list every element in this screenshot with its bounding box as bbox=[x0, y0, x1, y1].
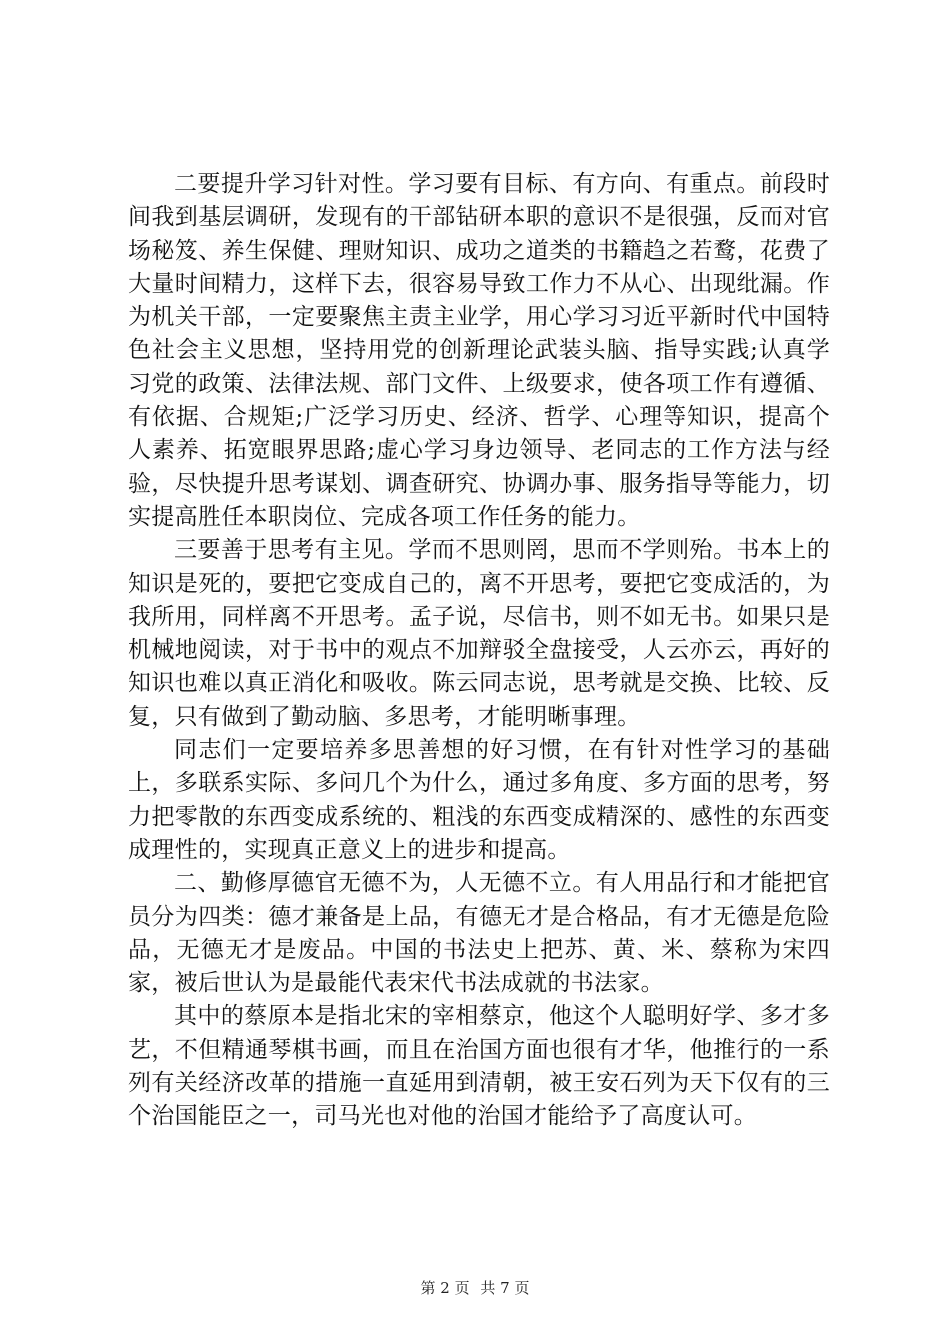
paragraph-3: 同志们一定要培养多思善想的好习惯，在有针对性学习的基础上，多联系实际、多问几个为什么，通过多角度、多方面的思考，努力把零散的东西变成系统的、粗浅的东西变成精深的、感性的东西变成理性的，实现真正意义上的进步和提高。 bbox=[128, 737, 830, 863]
paragraph-4: 二、勤修厚德官无德不为，人无德不立。有人用品行和才能把官员分为四类：德才兼备是上品，有德无才是合格品，有才无德是危险品，无德无才是废品。中国的书法史上把苏、黄、米、蔡称为宋四家，被后世认为是最能代表宋代书法成就的书法家。 bbox=[128, 870, 830, 997]
paragraph-1: 二要提升学习针对性。学习要有目标、有方向、有重点。前段时间我到基层调研，发现有的干部钻研本职的意识不是很强，反而对官场秘笈、养生保健、理财知识、成功之道类的书籍趋之若鹜，花费了大量时间精力，这样下去，很容易导致工作力不从心、出现纰漏。作为机关干部，一定要聚焦主责主业学，用心学习习近平新时代中国特色社会主义思想，坚持用党的创新理论武装头脑、指导实践;认真学习党的政策、法律法规、部门文件、上级要求，使各项工作有遵循、有依据、合规矩;广泛学习历史、经济、哲学、心理等知识，提高个人素养、拓宽眼界思路;虚心学习身边领导、老同志的工作方法与经验，尽快提升思考谋划、调查研究、协调办事、服务指导等能力，切实提高胜任本职岗位、完成各项工作任务的能力。 bbox=[128, 171, 830, 530]
document-body bbox=[128, 168, 830, 1134]
paragraph-5: 其中的蔡原本是指北宋的宰相蔡京，他这个人聪明好学、多才多艺，不但精通琴棋书画，而且在治国方面也很有才华，他推行的一系列有关经济改革的措施一直延用到清朝，被王安石列为天下仅有的三个治国能臣之一，司马光也对他的治国才能给予了高度认可。 bbox=[128, 1003, 830, 1130]
paragraph-2: 三要善于思考有主见。学而不思则罔，思而不学则殆。书本上的知识是死的，要把它变成自己的，离不开思考，要把它变成活的，为我所用，同样离不开思考。孟子说，尽信书，则不如无书。如果只是机械地阅读，对于书中的观点不加辩驳全盘接受，人云亦云，再好的知识也难以真正消化和吸收。陈云同志说，思考就是交换、比较、反复，只有做到了勤动脑、多思考，才能明晰事理。 bbox=[128, 537, 830, 730]
page-total: 共 7 页 bbox=[480, 1279, 530, 1297]
page-number: 第 2 页 bbox=[420, 1279, 470, 1297]
page-footer bbox=[0, 1278, 950, 1298]
